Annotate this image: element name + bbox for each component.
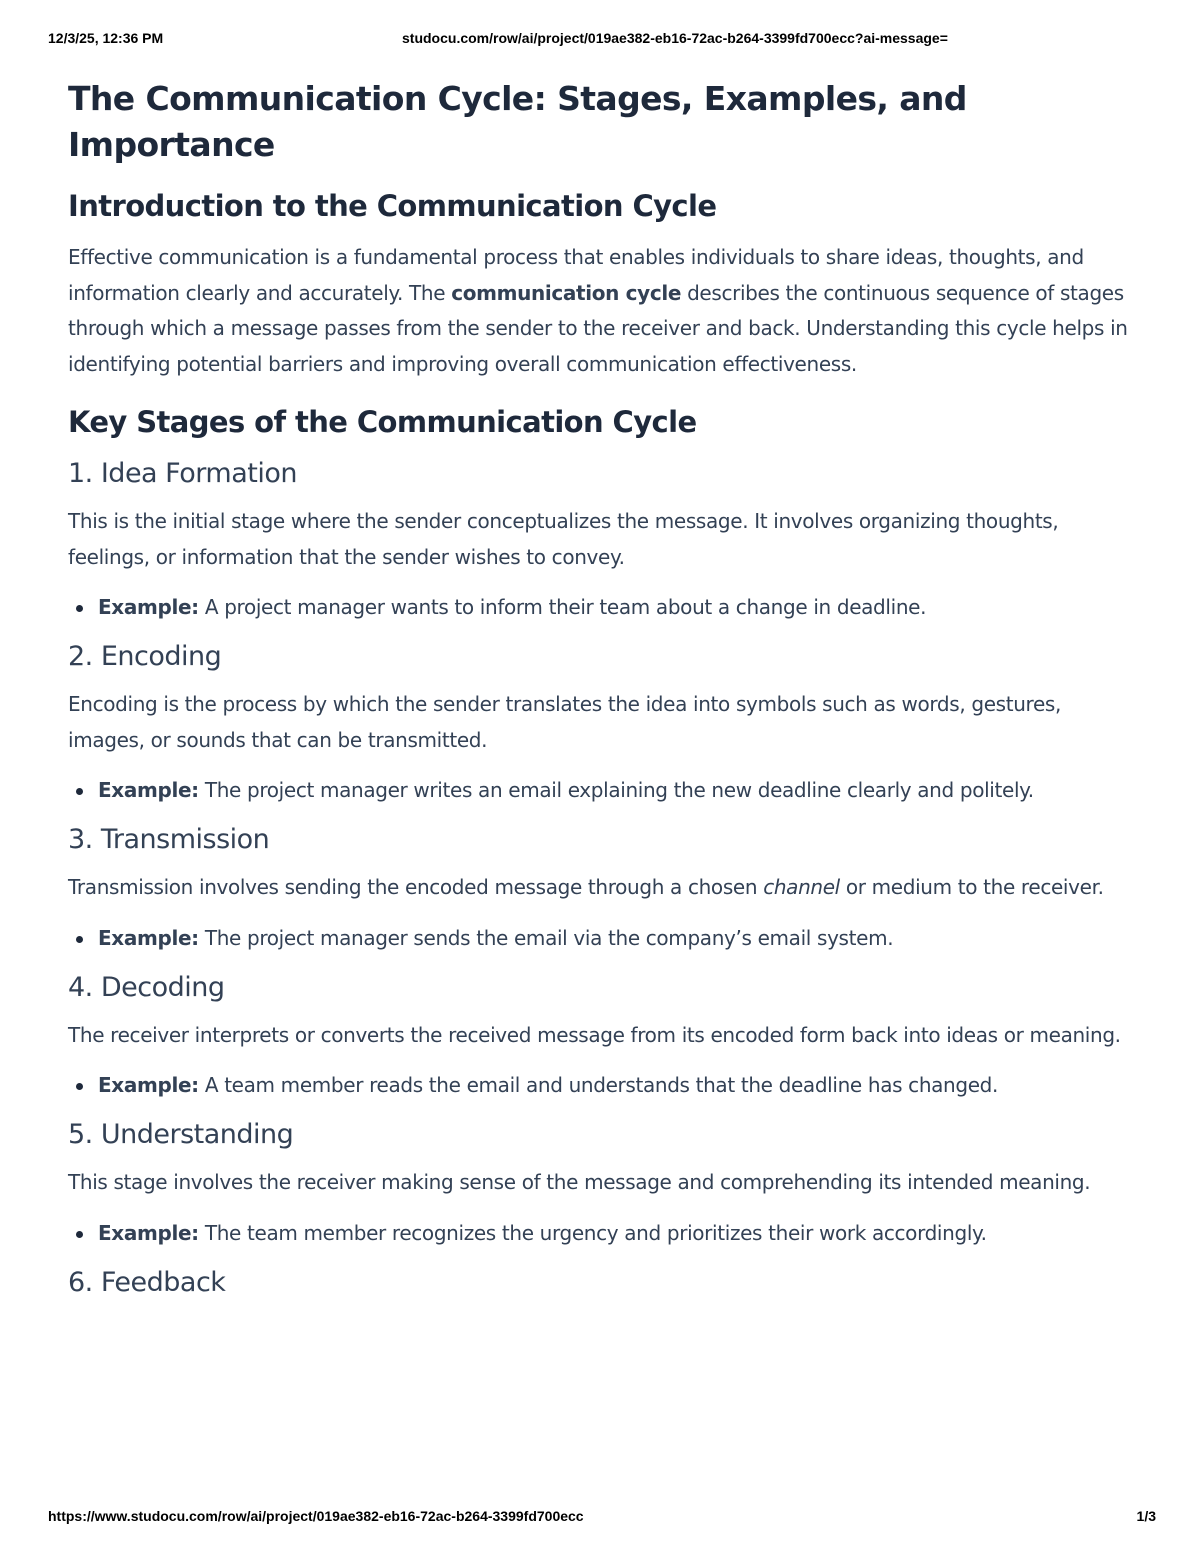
stage-decoding bbox=[68, 970, 1138, 1104]
example-label: Example: bbox=[98, 925, 199, 950]
bullet-icon bbox=[76, 936, 83, 943]
intro-text-before: Effective communication is a fundamental process that enables individuals to share ideas, thoughts, and information clearly and accurately. The bbox=[68, 245, 1084, 305]
stage-heading: 4. Decoding bbox=[68, 971, 225, 1003]
stage-description: Encoding is the process by which the sender translates the idea into symbols such as words, gestures, images, or sounds that can be transmitted. bbox=[68, 692, 1062, 752]
example-text: The project manager sends the email via the company’s email system. bbox=[198, 925, 894, 950]
print-header bbox=[48, 30, 1156, 50]
example-text: The project manager writes an email explaining the new deadline clearly and politely. bbox=[198, 778, 1034, 802]
stages-heading: Key Stages of the Communication Cycle bbox=[68, 405, 697, 439]
bullet-icon bbox=[76, 788, 83, 795]
document-content bbox=[68, 76, 1138, 1313]
stage-heading: 1. Idea Formation bbox=[68, 458, 297, 489]
stage-example bbox=[98, 920, 1138, 956]
stage-description: This stage involves the receiver making sense of the message and comprehending its intended meaning. bbox=[68, 1170, 1091, 1194]
print-footer-url: https://www.studocu.com/row/ai/project/019ae382-eb16-72ac-b264-3399fd700ecc bbox=[48, 1508, 584, 1524]
stage-example-list bbox=[68, 772, 1138, 808]
print-datetime: 12/3/25, 12:36 PM bbox=[48, 30, 164, 46]
stage-heading: 2. Encoding bbox=[68, 641, 222, 672]
stage-description: The receiver interprets or converts the received message from its encoded form back into ideas or meaning. bbox=[68, 1022, 1121, 1047]
document-title: The Communication Cycle: Stages, Examples, and Importance bbox=[68, 79, 967, 164]
stage-description: This is the initial stage where the sender conceptualizes the message. It involves organizing thoughts, feelings, or information that the sender wishes to convey. bbox=[68, 509, 1059, 569]
stage-feedback bbox=[68, 1265, 1138, 1301]
intro-text-after: describes the continuous sequence of stages through which a message passes from the sender to the receiver and back. Understanding this cycle helps in identifying potential barriers and improving overall communication effectiveness. bbox=[68, 280, 1128, 376]
example-text: A team member reads the email and understands that the deadline has changed. bbox=[198, 1073, 999, 1097]
example-label: Example: bbox=[98, 595, 199, 619]
intro-heading: Introduction to the Communication Cycle bbox=[68, 189, 717, 223]
example-text: A project manager wants to inform their team about a change in deadline. bbox=[198, 595, 927, 619]
stage-heading: 5. Understanding bbox=[68, 1119, 294, 1150]
stage-heading: 6. Feedback bbox=[68, 1266, 226, 1298]
stage-example bbox=[98, 1215, 1138, 1251]
example-label: Example: bbox=[98, 1220, 199, 1245]
page-number: 1/3 bbox=[1136, 1508, 1156, 1524]
stage-example bbox=[98, 1067, 1138, 1103]
bullet-icon bbox=[76, 1231, 83, 1238]
stage-example bbox=[98, 772, 1138, 808]
print-header-url: studocu.com/row/ai/project/019ae382-eb16-72ac-b264-3399fd700ecc?ai-message= bbox=[402, 30, 948, 46]
stage-encoding bbox=[68, 639, 1138, 808]
stage-example bbox=[98, 589, 1138, 625]
bullet-icon bbox=[76, 1083, 83, 1090]
stage-heading: 3. Transmission bbox=[68, 824, 270, 855]
bullet-icon bbox=[76, 605, 83, 612]
example-label: Example: bbox=[98, 778, 199, 802]
stage-understanding bbox=[68, 1117, 1138, 1251]
description-emphasis: channel bbox=[763, 875, 840, 899]
description-before: Transmission involves sending the encoded message through a chosen bbox=[68, 875, 764, 899]
stage-example-list bbox=[68, 920, 1138, 956]
description-after: or medium to the receiver. bbox=[839, 875, 1104, 899]
stage-transmission bbox=[68, 822, 1138, 956]
stage-description bbox=[68, 870, 1138, 906]
intro-paragraph bbox=[68, 240, 1138, 382]
stage-example-list bbox=[68, 1215, 1138, 1251]
example-text: The team member recognizes the urgency and prioritizes their work accordingly. bbox=[198, 1220, 987, 1245]
stage-example-list bbox=[68, 1067, 1138, 1103]
stage-example-list bbox=[68, 589, 1138, 625]
stage-idea-formation bbox=[68, 456, 1138, 625]
example-label: Example: bbox=[98, 1073, 199, 1097]
print-footer bbox=[48, 1508, 1156, 1528]
intro-bold-term: communication cycle bbox=[451, 280, 682, 305]
